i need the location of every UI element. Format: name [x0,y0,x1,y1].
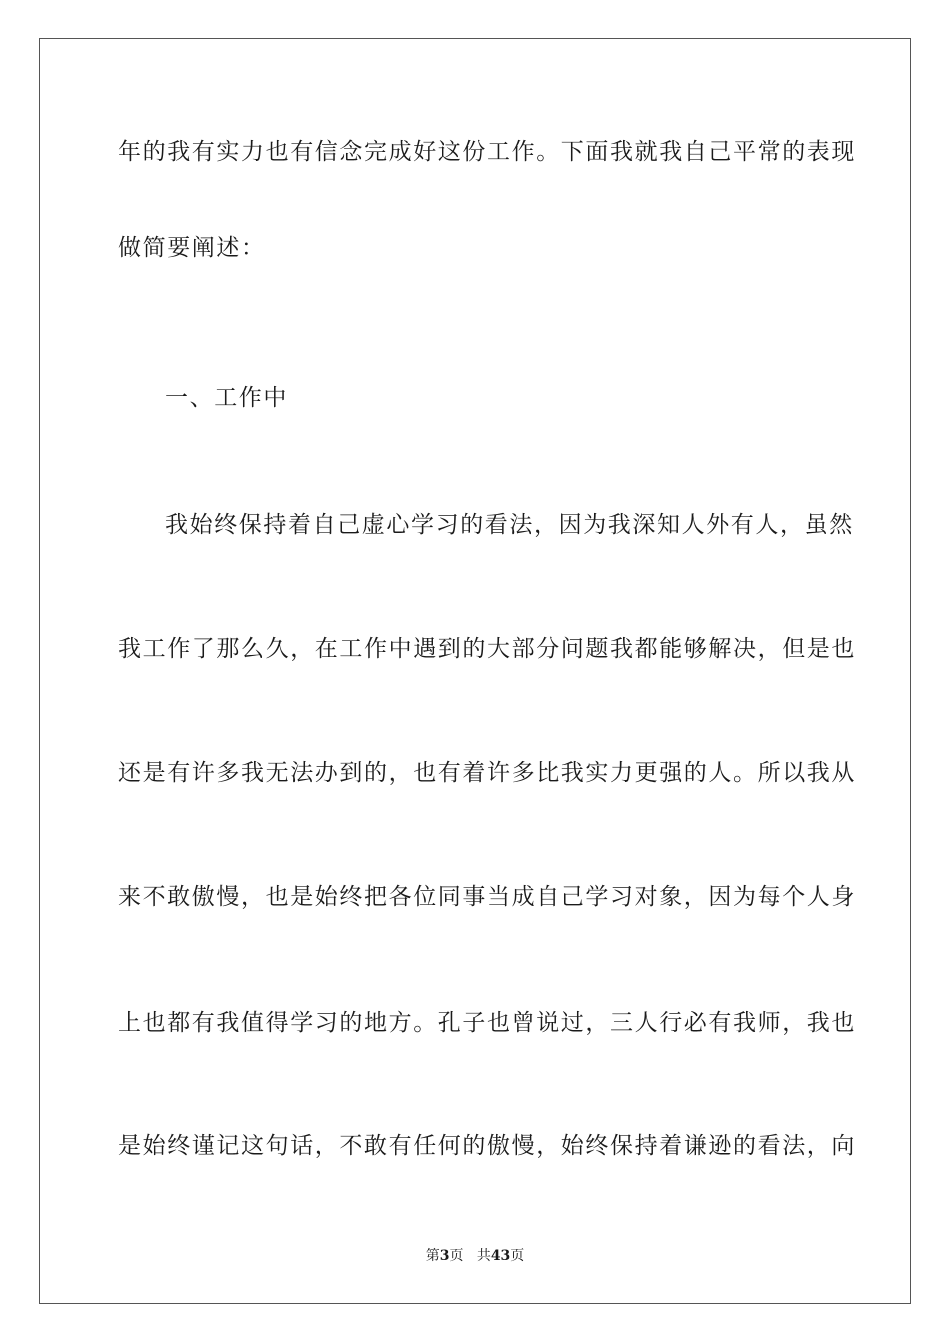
footer-page-prefix: 第 [425,1248,440,1264]
footer-page-number: 3 [439,1248,450,1264]
body-line-6: 来不敢傲慢，也是始终把各位同事当成自己学习对象，因为每个人身 [118,884,856,910]
body-line-8: 是始终谨记这句话，不敢有任何的傲慢，始终保持着谦逊的看法，向 [118,1133,856,1159]
page-footer [0,1247,950,1265]
body-line-4: 我工作了那么久，在工作中遇到的大部分问题我都能够解决，但是也 [118,636,856,662]
page-frame [39,38,911,1304]
body-line-3: 我始终保持着自己虚心学习的看法，因为我深知人外有人，虽然 [165,512,854,538]
body-line-2: 做简要阐述： [118,235,266,261]
footer-page-suffix: 页 [449,1248,464,1264]
body-line-5: 还是有许多我无法办到的，也有着许多比我实力更强的人。所以我从 [118,760,856,786]
body-line-7: 上也都有我值得学习的地方。孔子也曾说过，三人行必有我师，我也 [118,1010,856,1036]
body-line-1: 年的我有实力也有信念完成好这份工作。下面我就我自己平常的表现 [118,139,856,165]
footer-total-prefix: 共 [476,1248,491,1264]
footer-total-suffix: 页 [510,1248,525,1264]
section-heading: 一、工作中 [165,385,288,411]
footer-total-pages: 43 [490,1248,511,1264]
